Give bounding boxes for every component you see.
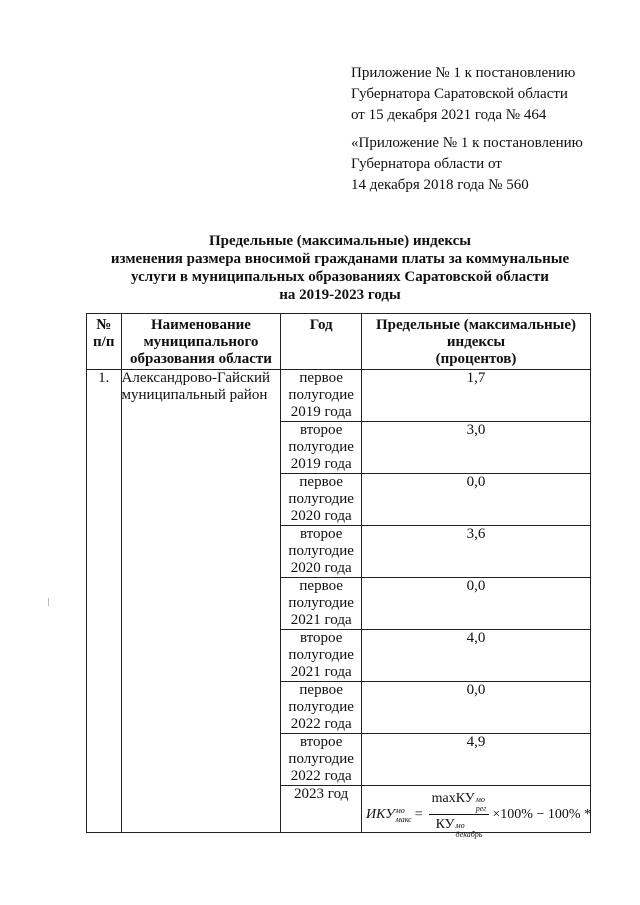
period-line: первое xyxy=(299,578,343,594)
formula-fraction xyxy=(429,790,490,839)
table-header-row xyxy=(87,314,591,370)
municipality-name xyxy=(121,370,281,833)
index-value: 0,0 xyxy=(361,578,590,630)
document-title xyxy=(0,232,640,304)
period-cell xyxy=(281,370,362,422)
formula-tail: ×100% − 100% * xyxy=(492,807,592,822)
header-line: «Приложение № 1 к постановлению xyxy=(351,135,583,151)
index-value: 4,0 xyxy=(361,630,590,682)
header-line: от 15 декабря 2021 года № 464 xyxy=(351,107,547,123)
header-text: Предельные (максимальные) xyxy=(375,317,577,333)
index-formula xyxy=(366,790,591,839)
column-header-index xyxy=(361,314,590,370)
index-value: 0,0 xyxy=(361,474,590,526)
title-line: услуги в муниципальных образованиях Саратовской области xyxy=(131,269,549,285)
formula-superscript: мо xyxy=(475,795,485,804)
formula-numerator xyxy=(429,790,490,815)
formula-lhs-scripts xyxy=(396,806,412,824)
formula-denominator xyxy=(433,815,486,839)
formula-den-scripts xyxy=(456,821,483,839)
header-line: Приложение № 1 к постановлению xyxy=(351,65,576,81)
period-line: второе xyxy=(299,526,343,542)
row-number: 1. xyxy=(87,370,122,833)
title-line: на 2019-2023 годы xyxy=(279,287,401,303)
header-text: Наименование xyxy=(150,317,251,333)
resolution-header xyxy=(351,63,575,126)
header-text: Год xyxy=(309,317,333,333)
period-line: первое xyxy=(299,370,343,386)
formula-lhs: ИКУ xyxy=(365,807,395,822)
period-line: полугодие xyxy=(288,647,354,663)
period-line: полугодие xyxy=(288,751,354,767)
period-line: 2022 года xyxy=(290,768,352,784)
header-line: Губернатора Саратовской области xyxy=(351,86,568,102)
formula-num-scripts xyxy=(476,795,487,813)
period-line: первое xyxy=(299,474,343,490)
header-line: Губернатора области от xyxy=(351,156,502,172)
formula-den-text: КУ xyxy=(435,817,455,832)
table-row xyxy=(87,370,591,422)
formula-subscript: декабрь xyxy=(455,830,483,839)
period-line: 2019 года xyxy=(290,456,352,472)
column-header-number xyxy=(87,314,122,370)
period-line: 2020 года xyxy=(290,508,352,524)
margin-mark xyxy=(48,598,49,606)
header-text: образования области xyxy=(130,351,272,367)
header-text: (процентов) xyxy=(435,351,517,367)
formula-subscript: макс xyxy=(395,814,412,824)
period-cell xyxy=(281,578,362,630)
formula-superscript: мо xyxy=(395,805,405,815)
index-value: 4,9 xyxy=(361,734,590,786)
header-text: № xyxy=(96,317,112,333)
index-table xyxy=(86,313,592,839)
period-cell xyxy=(281,422,362,474)
period-line: 2020 года xyxy=(290,560,352,576)
index-value: 1,7 xyxy=(361,370,590,422)
period-line: полугодие xyxy=(288,543,354,559)
period-cell: 2023 год xyxy=(281,786,362,833)
period-cell xyxy=(281,526,362,578)
period-cell xyxy=(281,734,362,786)
column-header-year xyxy=(281,314,362,370)
header-text: индексы xyxy=(446,334,506,350)
formula-superscript: мо xyxy=(455,821,465,830)
title-line: изменения размера вносимой гражданами платы за коммунальные xyxy=(110,251,570,267)
formula-subscript: рег xyxy=(475,804,487,813)
municipality-line: муниципальный район xyxy=(121,387,268,403)
period-line: полугодие xyxy=(288,491,354,507)
period-line: 2022 года xyxy=(290,716,352,732)
period-line: первое xyxy=(299,682,343,698)
period-line: 2021 года xyxy=(290,664,352,680)
period-line: 2021 года xyxy=(290,612,352,628)
column-header-municipality xyxy=(121,314,281,370)
title-line: Предельные (максимальные) индексы xyxy=(208,233,472,249)
period-line: второе xyxy=(299,734,343,750)
formula-num-text: maxКУ xyxy=(431,791,475,806)
period-line: полугодие xyxy=(288,595,354,611)
header-line: 14 декабря 2018 года № 560 xyxy=(351,177,529,193)
period-line: полугодие xyxy=(288,439,354,455)
period-line: второе xyxy=(299,422,343,438)
period-line: полугодие xyxy=(288,387,354,403)
municipality-line: Александрово-Гайский xyxy=(121,370,271,386)
period-line: 2019 года xyxy=(290,404,352,420)
period-cell xyxy=(281,474,362,526)
header-text: муниципального xyxy=(143,334,259,350)
formula-cell xyxy=(361,786,592,839)
original-appendix-header xyxy=(351,133,583,196)
period-cell xyxy=(281,682,362,734)
header-text: п/п xyxy=(93,334,115,350)
formula-equals: = xyxy=(414,807,423,822)
period-line: полугодие xyxy=(288,699,354,715)
index-value: 0,0 xyxy=(361,682,590,734)
period-line: второе xyxy=(299,630,343,646)
period-cell xyxy=(281,630,362,682)
index-value: 3,6 xyxy=(361,526,590,578)
index-value: 3,0 xyxy=(361,422,590,474)
